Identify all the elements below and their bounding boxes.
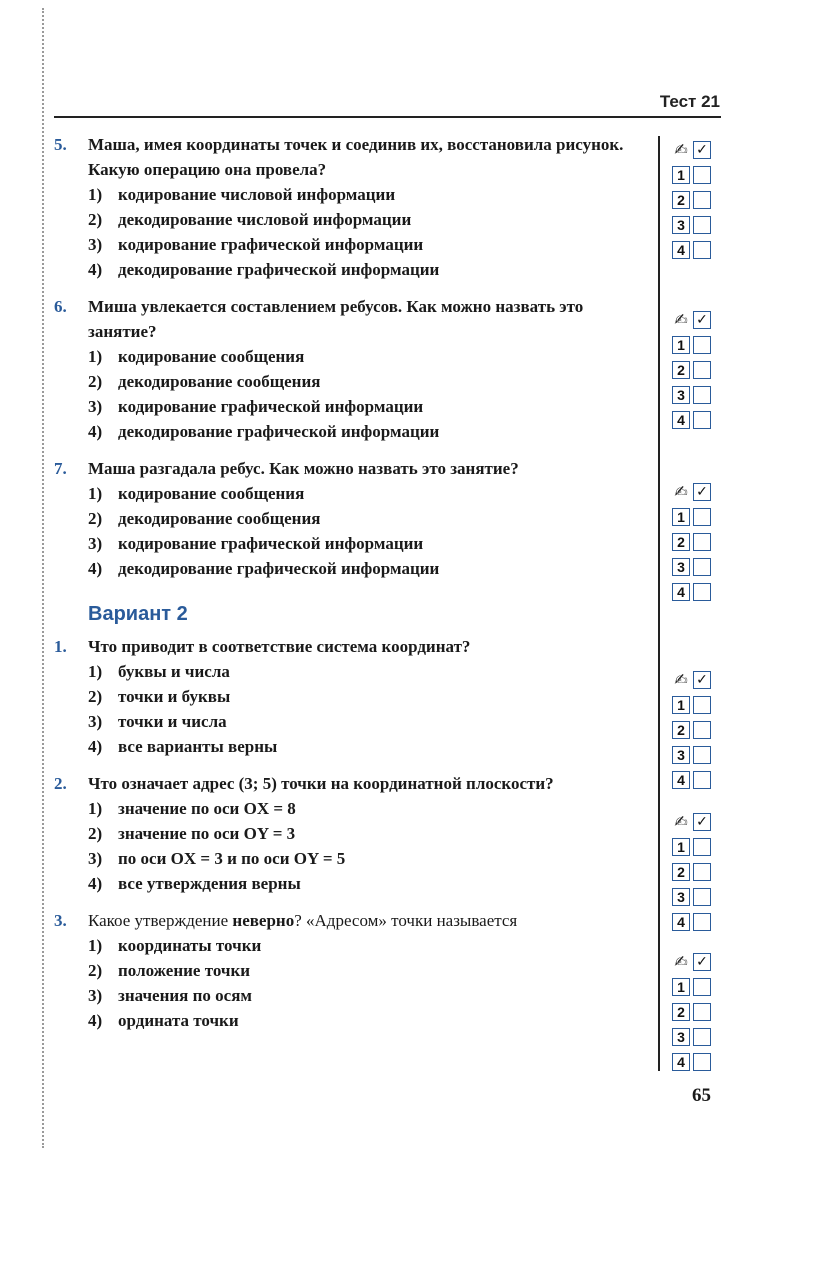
question-text: Маша, имея координаты точек и соединив их, восстановила рисунок. Какую операцию она провела?	[88, 135, 624, 179]
answer-checkbox[interactable]	[693, 838, 711, 856]
option-2	[88, 207, 654, 232]
answer-label: 2	[672, 361, 690, 379]
option-2	[88, 369, 654, 394]
answer-label: 1	[672, 696, 690, 714]
answer-checkbox[interactable]	[693, 771, 711, 789]
answer-checkbox[interactable]	[693, 978, 711, 996]
answer-label: 4	[672, 1053, 690, 1071]
question-number: 6.	[54, 297, 67, 316]
pencil-icon: ✍	[674, 671, 688, 689]
answer-grid-q5	[672, 137, 722, 262]
answer-checkbox[interactable]	[693, 746, 711, 764]
option-4	[88, 257, 654, 282]
option-text: все варианты верны	[118, 737, 278, 756]
option-number: 1)	[88, 484, 103, 503]
answer-label: 3	[672, 216, 690, 234]
answer-checkbox[interactable]	[693, 241, 711, 259]
option-number: 4)	[88, 422, 103, 441]
option-text: декодирование графической информации	[118, 559, 440, 578]
check-icon: ✓	[693, 141, 711, 159]
option-2	[88, 821, 654, 846]
option-number: 1)	[88, 799, 103, 818]
option-text: декодирование графической информации	[118, 260, 440, 279]
option-text: декодирование сообщения	[118, 509, 321, 528]
option-number: 2)	[88, 509, 103, 528]
answer-label: 3	[672, 386, 690, 404]
answer-label: 3	[672, 888, 690, 906]
option-number: 3)	[88, 397, 103, 416]
option-text: кодирование графической информации	[118, 235, 424, 254]
check-icon: ✓	[693, 311, 711, 329]
option-number: 2)	[88, 961, 103, 980]
option-number: 3)	[88, 235, 103, 254]
option-text: все утверждения верны	[118, 874, 301, 893]
check-icon: ✓	[693, 813, 711, 831]
option-4	[88, 871, 654, 896]
option-1	[88, 659, 654, 684]
option-text: декодирование сообщения	[118, 372, 321, 391]
check-icon: ✓	[693, 671, 711, 689]
option-1	[88, 481, 654, 506]
option-number: 1)	[88, 347, 103, 366]
option-number: 3)	[88, 712, 103, 731]
answer-checkbox[interactable]	[693, 386, 711, 404]
answer-checkbox[interactable]	[693, 1003, 711, 1021]
answer-checkbox[interactable]	[693, 508, 711, 526]
option-text: значение по оси OX = 8	[118, 799, 296, 818]
answer-label: 1	[672, 978, 690, 996]
answer-grid-v2-q3	[672, 949, 722, 1074]
option-number: 3)	[88, 986, 103, 1005]
answer-grid-q7	[672, 479, 722, 604]
answer-label: 3	[672, 558, 690, 576]
pencil-icon: ✍	[674, 311, 688, 329]
question-text-before: Какое утверждение	[88, 911, 229, 930]
option-3	[88, 983, 654, 1008]
option-text: ордината точки	[118, 1011, 239, 1030]
option-3	[88, 846, 654, 871]
answer-checkbox[interactable]	[693, 411, 711, 429]
option-4	[88, 419, 654, 444]
option-text: точки и буквы	[118, 687, 231, 706]
question-text: Что означает адрес (3; 5) точки на координатной плоскости?	[88, 774, 554, 793]
question-text-after: ? «Адресом» точки называется	[294, 911, 518, 930]
answer-margin-rule	[658, 136, 660, 1071]
option-number: 3)	[88, 849, 103, 868]
option-number: 1)	[88, 185, 103, 204]
question-5	[54, 132, 654, 282]
answer-label: 3	[672, 746, 690, 764]
pencil-icon: ✍	[674, 953, 688, 971]
option-number: 2)	[88, 687, 103, 706]
answer-checkbox[interactable]	[693, 533, 711, 551]
answer-label: 1	[672, 508, 690, 526]
option-text: кодирование сообщения	[118, 484, 305, 503]
pencil-icon: ✍	[674, 141, 688, 159]
answer-label: 4	[672, 771, 690, 789]
header-rule	[54, 116, 721, 118]
variant2-question-3	[54, 908, 654, 1033]
option-2	[88, 958, 654, 983]
option-number: 2)	[88, 824, 103, 843]
answer-grid-v2-q1	[672, 667, 722, 792]
question-number: 5.	[54, 135, 67, 154]
option-text: значения по осям	[118, 986, 252, 1005]
option-1	[88, 796, 654, 821]
option-text: координаты точки	[118, 936, 262, 955]
answer-checkbox[interactable]	[693, 191, 711, 209]
option-text: кодирование графической информации	[118, 534, 424, 553]
answer-checkbox[interactable]	[693, 721, 711, 739]
option-4	[88, 556, 654, 581]
answer-label: 4	[672, 241, 690, 259]
answer-label: 1	[672, 166, 690, 184]
question-text: Маша разгадала ребус. Как можно назвать это занятие?	[88, 459, 519, 478]
question-text: Что приводит в соответствие система координат?	[88, 637, 471, 656]
option-3	[88, 709, 654, 734]
question-number: 3.	[54, 911, 67, 930]
option-text: кодирование числовой информации	[118, 185, 396, 204]
option-4	[88, 1008, 654, 1033]
option-number: 4)	[88, 737, 103, 756]
option-3	[88, 232, 654, 257]
answer-label: 4	[672, 913, 690, 931]
option-number: 4)	[88, 559, 103, 578]
pencil-icon: ✍	[674, 813, 688, 831]
option-text: положение точки	[118, 961, 251, 980]
answer-checkbox[interactable]	[693, 913, 711, 931]
answer-grid-v2-q2	[672, 809, 722, 934]
answer-label: 2	[672, 533, 690, 551]
question-6	[54, 294, 654, 444]
option-text: значение по оси OY = 3	[118, 824, 296, 843]
answer-label: 2	[672, 721, 690, 739]
pencil-icon: ✍	[674, 483, 688, 501]
option-text: декодирование графической информации	[118, 422, 440, 441]
answer-label: 1	[672, 838, 690, 856]
question-number: 1.	[54, 637, 67, 656]
page-number: 65	[692, 1085, 711, 1106]
option-number: 2)	[88, 210, 103, 229]
answer-checkbox[interactable]	[693, 863, 711, 881]
option-number: 4)	[88, 260, 103, 279]
answer-checkbox[interactable]	[693, 361, 711, 379]
option-number: 1)	[88, 936, 103, 955]
answer-checkbox[interactable]	[693, 888, 711, 906]
answer-checkbox[interactable]	[693, 696, 711, 714]
option-2	[88, 506, 654, 531]
question-text: Миша увлекается составлением ребусов. Как можно назвать это занятие?	[88, 297, 584, 341]
question-7	[54, 456, 654, 581]
option-4	[88, 734, 654, 759]
option-number: 2)	[88, 372, 103, 391]
question-text-emphasis: неверно	[232, 911, 295, 930]
answer-checkbox[interactable]	[693, 583, 711, 601]
option-1	[88, 182, 654, 207]
option-number: 1)	[88, 662, 103, 681]
option-3	[88, 394, 654, 419]
option-1	[88, 933, 654, 958]
check-icon: ✓	[693, 953, 711, 971]
answer-checkbox[interactable]	[693, 166, 711, 184]
option-text: точки и числа	[118, 712, 227, 731]
option-text: декодирование числовой информации	[118, 210, 412, 229]
page-content	[54, 132, 654, 1043]
answer-grid-q6	[672, 307, 722, 432]
variant-2-heading: Вариант 2	[88, 603, 188, 625]
answer-checkbox[interactable]	[693, 216, 711, 234]
option-text: кодирование сообщения	[118, 347, 305, 366]
answer-checkbox[interactable]	[693, 1053, 711, 1071]
answer-label: 4	[672, 411, 690, 429]
answer-checkbox[interactable]	[693, 336, 711, 354]
test-title: Тест 21	[659, 92, 720, 111]
variant2-question-1	[54, 634, 654, 759]
option-2	[88, 684, 654, 709]
answer-label: 3	[672, 1028, 690, 1046]
answer-label: 1	[672, 336, 690, 354]
option-3	[88, 531, 654, 556]
answer-label: 2	[672, 191, 690, 209]
check-icon: ✓	[693, 483, 711, 501]
option-1	[88, 344, 654, 369]
question-text	[88, 908, 517, 933]
option-number: 4)	[88, 1011, 103, 1030]
answer-checkbox[interactable]	[693, 1028, 711, 1046]
option-text: кодирование графической информации	[118, 397, 424, 416]
option-number: 4)	[88, 874, 103, 893]
question-number: 7.	[54, 459, 67, 478]
option-text: по оси OX = 3 и по оси OY = 5	[118, 849, 346, 868]
answer-label: 4	[672, 583, 690, 601]
answer-label: 2	[672, 1003, 690, 1021]
variant2-question-2	[54, 771, 654, 896]
binding-margin-line	[42, 8, 44, 1148]
option-text: буквы и числа	[118, 662, 230, 681]
option-number: 3)	[88, 534, 103, 553]
question-number: 2.	[54, 774, 67, 793]
answer-label: 2	[672, 863, 690, 881]
answer-checkbox[interactable]	[693, 558, 711, 576]
